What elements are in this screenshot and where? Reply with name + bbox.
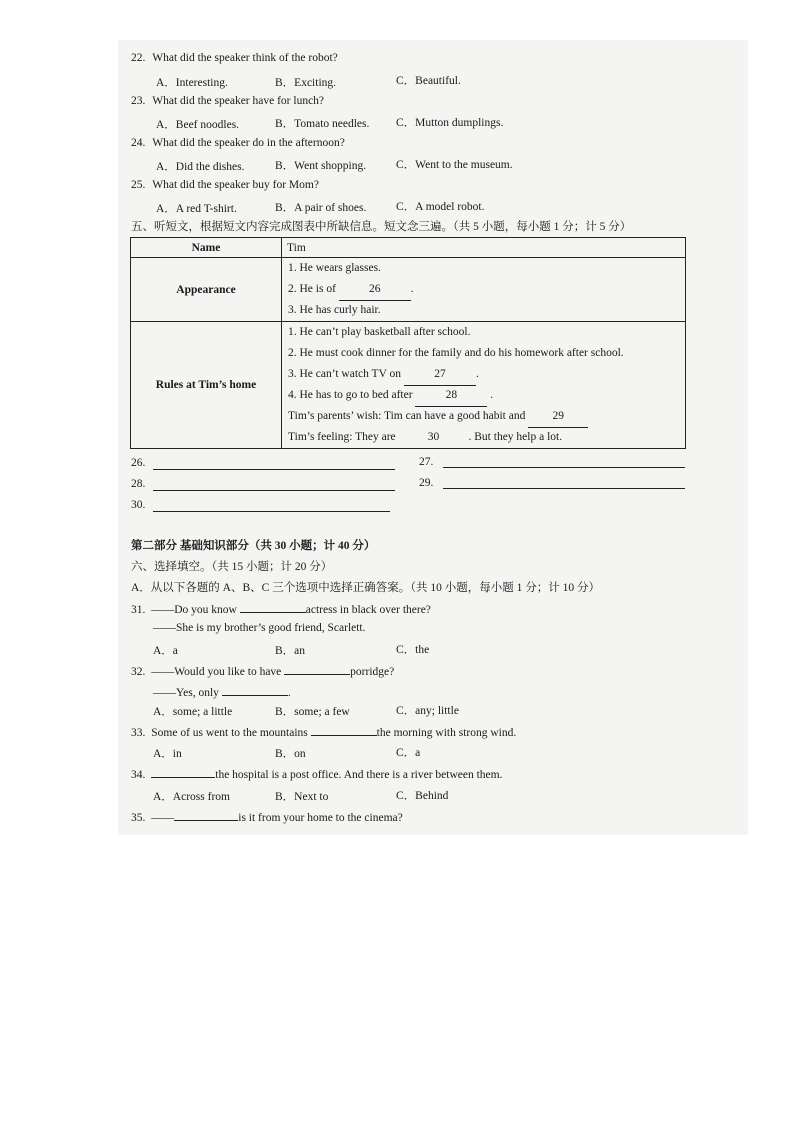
tim-feeling-after: . But they help a lot.: [468, 431, 563, 443]
question-text-before: ——Do you know: [151, 604, 237, 616]
option-a[interactable]: A．Did the dishes.: [156, 161, 245, 173]
answer-label-30: 30.: [131, 499, 146, 511]
option-c[interactable]: C．A model robot.: [396, 201, 485, 213]
blank-26[interactable]: 26: [339, 279, 411, 301]
option-b[interactable]: B．on: [275, 748, 306, 760]
option-a[interactable]: A．Interesting.: [156, 77, 228, 89]
question-text-before: ——Would you like to have: [151, 666, 282, 678]
question-31-reply: ——She is my brother’s good friend, Scarlett.: [153, 622, 366, 634]
answer-label-27: 27.: [419, 456, 434, 468]
option-b[interactable]: B．A pair of shoes.: [275, 202, 367, 214]
rules-line-4-text: 4. He has to go to bed after: [288, 389, 413, 401]
option-c[interactable]: C．Beautiful.: [396, 75, 461, 87]
option-b[interactable]: B．some; a few: [275, 706, 350, 718]
parents-wish-text: Tim’s parents’ wish: Tim can have a good habit and: [288, 410, 526, 422]
appearance-label: Appearance: [131, 258, 282, 322]
question-text-before: Some of us went to the mountains: [151, 727, 308, 739]
question-text-after: the hospital is a post office. And there is a river between them.: [215, 769, 503, 781]
header-name: Name: [131, 238, 282, 258]
info-table: [130, 237, 686, 449]
question-32-reply: [153, 684, 291, 699]
question-text: What did the speaker have for lunch?: [152, 95, 325, 107]
tim-feeling-line: [282, 427, 685, 448]
option-c[interactable]: C．Went to the museum.: [396, 159, 513, 171]
question-number: 35.: [131, 812, 146, 824]
appearance-line-3: 3. He has curly hair.: [288, 304, 381, 316]
answer-line-28[interactable]: [153, 489, 395, 491]
option-c[interactable]: C．Mutton dumplings.: [396, 117, 504, 129]
section-5-instruction: 五、听短文，根据短文内容完成图表中所缺信息。短文念三遍。（共 5 小题，每小题 1 分；计 5 分）: [131, 221, 632, 233]
answer-line-27[interactable]: [443, 466, 685, 468]
option-c[interactable]: C．Behind: [396, 790, 449, 802]
option-a[interactable]: A．some; a little: [153, 706, 233, 718]
answer-blank[interactable]: [311, 724, 377, 736]
question-text-after: is it from your home to the cinema?: [238, 812, 403, 824]
header-tim: Tim: [282, 238, 686, 258]
blank-30[interactable]: 30: [399, 427, 469, 449]
appearance-row: [131, 258, 686, 322]
blank-29[interactable]: 29: [528, 406, 588, 428]
question-23: [131, 95, 324, 107]
option-a[interactable]: A．in: [153, 748, 182, 760]
question-number: 24.: [131, 137, 146, 149]
appearance-line-1: 1. He wears glasses.: [288, 262, 381, 274]
appearance-content: [282, 258, 686, 322]
question-number: 31.: [131, 604, 146, 616]
appearance-line-2-text: 2. He is of: [288, 283, 336, 295]
rules-row: [131, 322, 686, 449]
question-text: What did the speaker think of the robot?: [152, 52, 338, 64]
question-33: [131, 724, 516, 739]
answer-blank[interactable]: [240, 601, 306, 613]
answer-line-30[interactable]: [153, 510, 390, 512]
question-22: [131, 52, 338, 64]
question-35: [131, 809, 403, 824]
part-2-title: 第二部分 基础知识部分（共 30 小题；计 40 分）: [131, 540, 376, 552]
tim-feeling-text: Tim’s feeling: They are: [288, 431, 396, 443]
option-a[interactable]: A．A red T-shirt.: [156, 203, 237, 215]
option-b[interactable]: B．Next to: [275, 791, 329, 803]
reply-text-before: ——Yes, only: [153, 687, 219, 699]
question-text-before: ——: [151, 812, 175, 824]
option-c[interactable]: C．the: [396, 644, 430, 656]
section-6-sub-a: A．从以下各题的 A、B、C 三个选项中选择正确答案。（共 10 小题，每小题 1 分；计 10 分）: [131, 582, 600, 594]
question-34: [131, 766, 502, 781]
answer-line-26[interactable]: [153, 468, 395, 470]
answer-blank[interactable]: [174, 809, 238, 821]
question-number: 33.: [131, 727, 146, 739]
answer-blank[interactable]: [151, 766, 215, 778]
question-number: 25.: [131, 179, 146, 191]
option-b[interactable]: B．Exciting.: [275, 77, 337, 89]
option-a[interactable]: A．Beef noodles.: [156, 119, 240, 131]
question-number: 23.: [131, 95, 146, 107]
table-header-row: [131, 238, 686, 258]
question-text: What did the speaker do in the afternoon?: [152, 137, 345, 149]
question-25: [131, 179, 319, 191]
option-b[interactable]: B．Tomato needles.: [275, 118, 370, 130]
option-b[interactable]: B．Went shopping.: [275, 160, 367, 172]
rules-line-3: 3. He can’t watch TV on 27 .: [282, 364, 685, 385]
blank-27[interactable]: 27: [404, 364, 476, 386]
option-a[interactable]: A．Across from: [153, 791, 230, 803]
question-text-after: actress in black over there?: [305, 604, 431, 616]
answer-line-29[interactable]: [443, 487, 685, 489]
option-a[interactable]: A．a: [153, 645, 178, 657]
rules-line-4: 4. He has to go to bed after 28 .: [282, 385, 685, 406]
rules-label: Rules at Tim’s home: [131, 322, 282, 449]
question-text-after: the morning with strong wind.: [376, 727, 517, 739]
answer-blank[interactable]: [222, 684, 288, 696]
answer-label-26: 26.: [131, 457, 146, 469]
answer-label-29: 29.: [419, 477, 434, 489]
answer-label-28: 28.: [131, 478, 146, 490]
section-6-title: 六、选择填空。（共 15 小题；计 20 分）: [131, 561, 333, 573]
question-text-after: porridge?: [350, 666, 395, 678]
reply-text-after: .: [287, 687, 291, 699]
question-number: 34.: [131, 769, 146, 781]
option-b[interactable]: B．an: [275, 645, 306, 657]
parents-wish-line: [282, 406, 685, 427]
rules-content: [282, 322, 686, 449]
option-c[interactable]: C．a: [396, 747, 421, 759]
question-32: [131, 663, 394, 678]
rules-line-3-text: 3. He can’t watch TV on: [288, 368, 402, 380]
rules-line-1: 1. He can’t play basketball after school.: [288, 326, 471, 338]
question-text: What did the speaker buy for Mom?: [152, 179, 319, 191]
question-31: [131, 601, 431, 616]
answer-blank[interactable]: [284, 663, 350, 675]
option-c[interactable]: C．any; little: [396, 705, 459, 717]
question-24: [131, 137, 345, 149]
question-number: 32.: [131, 666, 146, 678]
blank-28[interactable]: 28: [415, 385, 487, 407]
appearance-line-2: 2. He is of 26 .: [282, 279, 685, 300]
question-number: 22.: [131, 52, 146, 64]
rules-line-2: 2. He must cook dinner for the family and do his homework after school.: [288, 347, 624, 359]
